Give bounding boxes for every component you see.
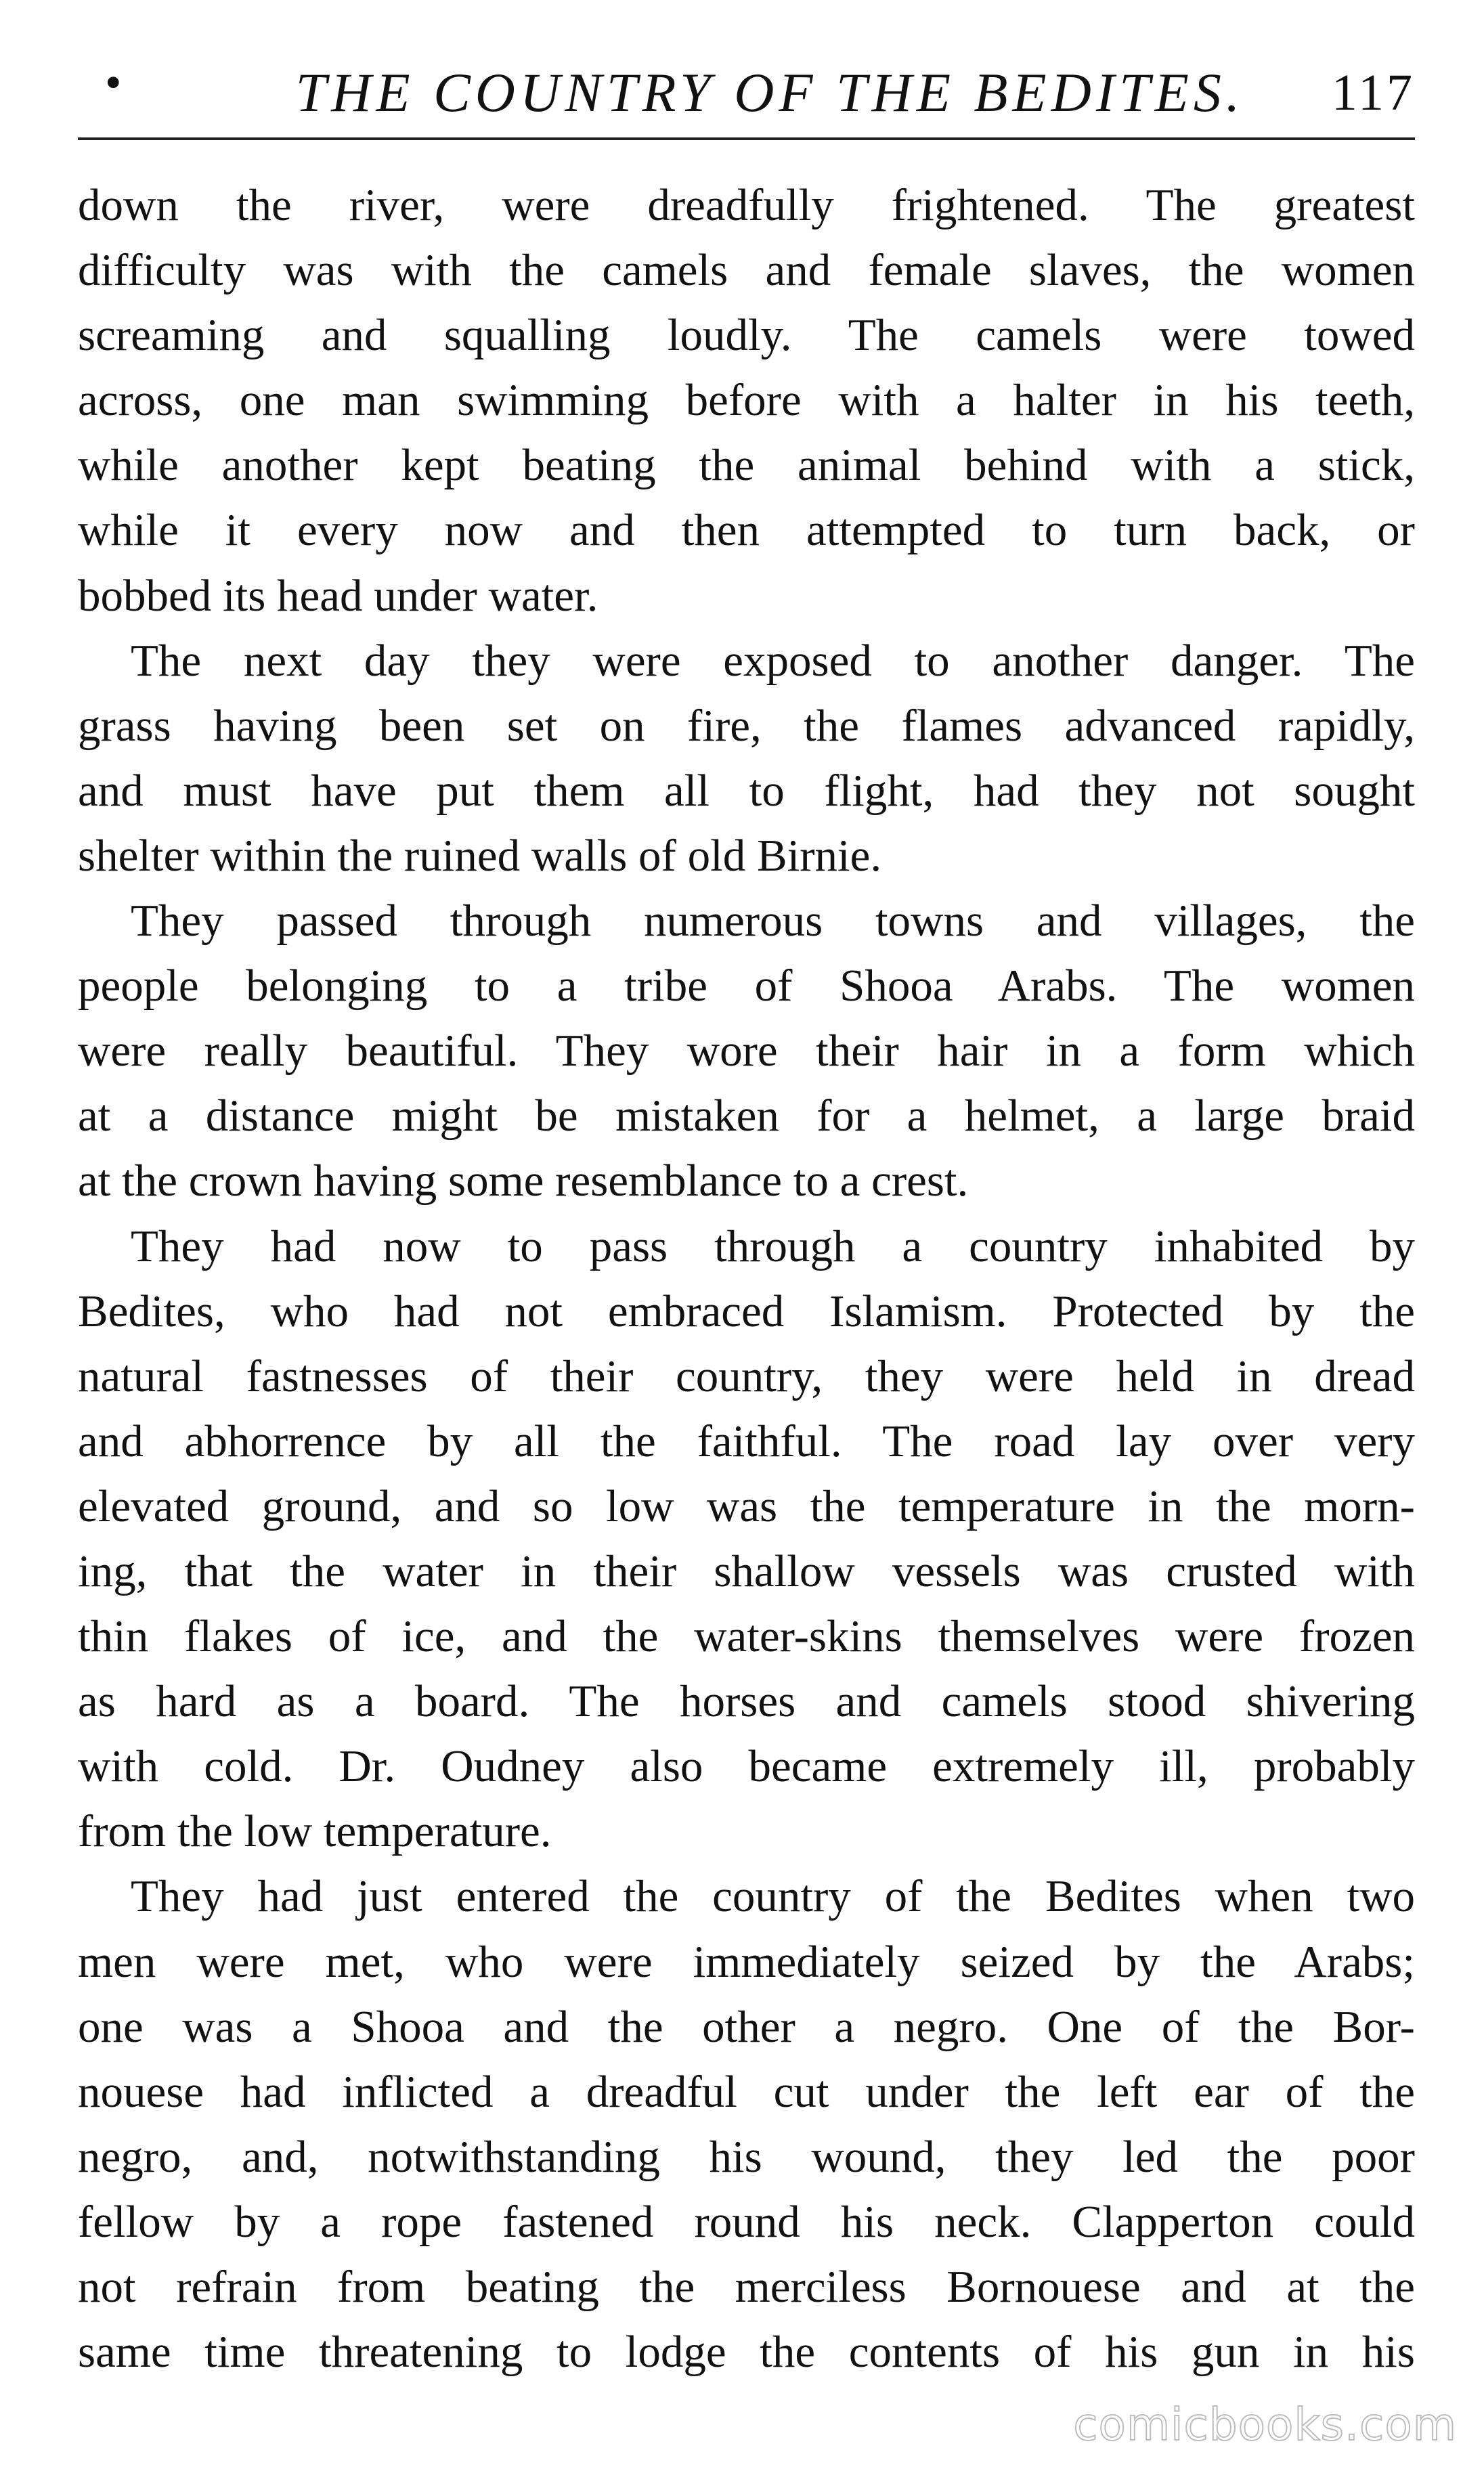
text-line: and must have put them all to flight, had they not sought	[78, 765, 1415, 816]
text-line: across, one man swimming before with a halter in his teeth,	[78, 375, 1415, 426]
text-line: Bedites, who had not embraced Islamism. Protected by the	[78, 1286, 1415, 1336]
body-text	[78, 173, 1415, 2384]
text-line: one was a Shooa and the other a negro. One of the Bor-	[78, 2001, 1415, 2052]
text-line: thin flakes of ice, and the water-skins themselves were frozen	[78, 1611, 1415, 1662]
text-line: as hard as a board. The horses and camels stood shivering	[78, 1676, 1415, 1727]
watermark: comicbooks.com	[1073, 2399, 1457, 2451]
text-line: same time threatening to lodge the contents of his gun in his	[78, 2327, 1415, 2378]
text-line: nouese had inflicted a dreadful cut under the left ear of the	[78, 2066, 1415, 2117]
text-line: from the low temperature.	[78, 1806, 552, 1857]
text-line: They had just entered the country of the Bedites when two	[131, 1871, 1415, 1922]
running-head	[78, 53, 1415, 134]
text-line: screaming and squalling loudly. The camels were towed	[78, 310, 1415, 361]
text-line: ing, that the water in their shallow vessels was crusted with	[78, 1546, 1415, 1596]
text-line: at the crown having some resemblance to a crest.	[78, 1156, 969, 1206]
running-head-title: THE COUNTRY OF THE BEDITES.	[295, 62, 1245, 123]
text-line: elevated ground, and so low was the temperature in the morn-	[78, 1481, 1415, 1531]
text-line: The next day they were exposed to another danger. The	[131, 635, 1415, 686]
text-line: grass having been set on fire, the flames advanced rapidly,	[78, 700, 1415, 751]
text-line: difficulty was with the camels and female slaves, the women	[78, 245, 1415, 296]
text-line: men were met, who were immediately seized by the Arabs;	[78, 1936, 1415, 1987]
text-line: not refrain from beating the merciless Bornouese and at the	[78, 2262, 1415, 2312]
text-line: were really beautiful. They wore their hair in a form which	[78, 1026, 1415, 1076]
text-line: shelter within the ruined walls of old Birnie.	[78, 830, 882, 881]
text-line: at a distance might be mistaken for a helmet, a large braid	[78, 1091, 1415, 1141]
text-line: They passed through numerous towns and villages, the	[131, 896, 1415, 946]
text-line: and abhorrence by all the faithful. The road lay over very	[78, 1416, 1415, 1466]
text-line: with cold. Dr. Oudney also became extremely ill, probably	[78, 1741, 1415, 1792]
header-rule	[78, 137, 1415, 140]
text-line: bobbed its head under water.	[78, 570, 598, 621]
running-head-mark: •	[105, 57, 122, 109]
text-line: fellow by a rope fastened round his neck. Clapperton could	[78, 2196, 1415, 2247]
text-line: while another kept beating the animal behind with a stick,	[78, 440, 1415, 491]
text-line: down the river, were dreadfully frightened. The greatest	[78, 180, 1415, 230]
text-line: while it every now and then attempted to turn back, or	[78, 505, 1415, 556]
text-line: negro, and, notwithstanding his wound, they led the poor	[78, 2131, 1415, 2182]
text-line: They had now to pass through a country inhabited by	[131, 1221, 1415, 1271]
text-line: people belonging to a tribe of Shooa Arabs. The women	[78, 961, 1415, 1011]
text-line: natural fastnesses of their country, they were held in dread	[78, 1351, 1415, 1401]
page-number: 117	[1331, 64, 1415, 121]
